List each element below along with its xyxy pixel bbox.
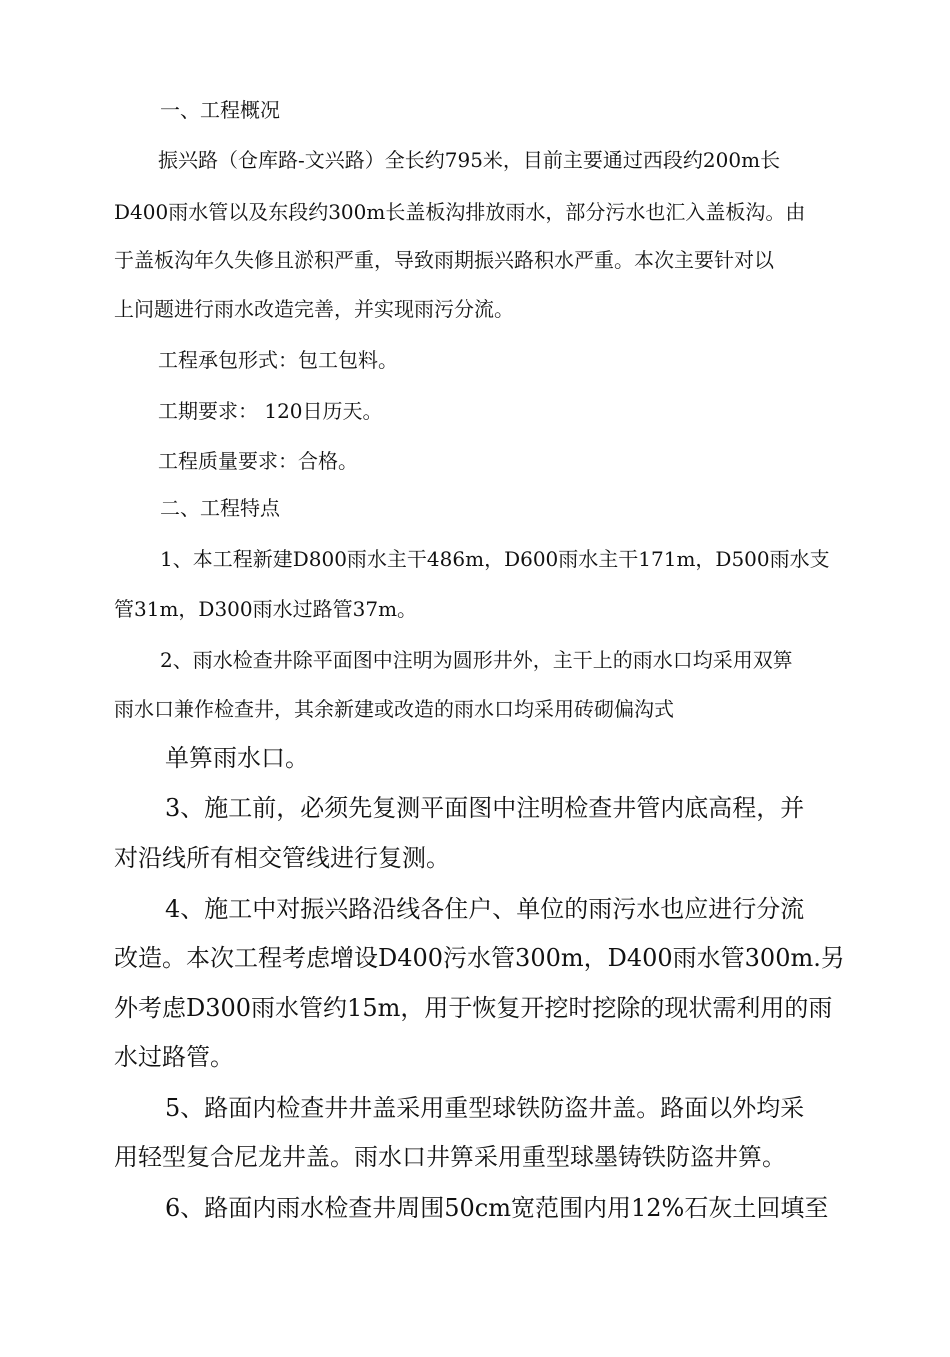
paragraph-line: D400雨水管以及东段约300m长盖板沟排放雨水，部分污水也汇入盖板沟。由 (114, 200, 806, 224)
paragraph-line: 于盖板沟年久失修且淤积严重，导致雨期振兴路积水严重。本次主要针对以 (114, 248, 774, 272)
paragraph-line: 单箅雨水口。 (165, 744, 309, 772)
paragraph-line: 雨水口兼作检查井，其余新建或改造的雨水口均采用砖砌偏沟式 (114, 697, 674, 721)
schedule-requirement: 工期要求： 120日历天。 (158, 399, 383, 423)
paragraph-line: 6、路面内雨水检查井周围50cm宽范围内用12%石灰土回填至 (165, 1194, 829, 1222)
paragraph-line: 5、路面内检查井井盖采用重型球铁防盗井盖。路面以外均采 (165, 1094, 805, 1122)
paragraph-line: 水过路管。 (114, 1043, 234, 1071)
paragraph-line: 振兴路（仓库路-文兴路）全长约795米，目前主要通过西段约200m长 (158, 148, 781, 172)
section-heading-overview: 一、工程概况 (160, 98, 280, 122)
contract-form: 工程承包形式：包工包料。 (158, 348, 398, 372)
paragraph-line: 管31m，D300雨水过路管37m。 (114, 597, 418, 621)
paragraph-line: 1、本工程新建D800雨水主干486m，D600雨水主干171m，D500雨水支 (160, 547, 830, 571)
quality-requirement: 工程质量要求：合格。 (158, 449, 358, 473)
paragraph-line: 4、施工中对振兴路沿线各住户、单位的雨污水也应进行分流 (165, 895, 805, 923)
paragraph-line: 2、雨水检查井除平面图中注明为圆形井外，主干上的雨水口均采用双箅 (160, 648, 793, 672)
paragraph-line: 改造。本次工程考虑增设D400污水管300m，D400雨水管300m.另 (114, 944, 845, 972)
paragraph-line: 对沿线所有相交管线进行复测。 (114, 844, 450, 872)
paragraph-line: 用轻型复合尼龙井盖。雨水口井箅采用重型球墨铸铁防盗井箅。 (114, 1143, 786, 1171)
section-heading-features: 二、工程特点 (160, 496, 280, 520)
paragraph-line: 3、施工前，必须先复测平面图中注明检查井管内底高程，并 (165, 794, 805, 822)
paragraph-line: 上问题进行雨水改造完善，并实现雨污分流。 (114, 297, 514, 321)
paragraph-line: 外考虑D300雨水管约15m，用于恢复开挖时挖除的现状需利用的雨 (114, 994, 833, 1022)
